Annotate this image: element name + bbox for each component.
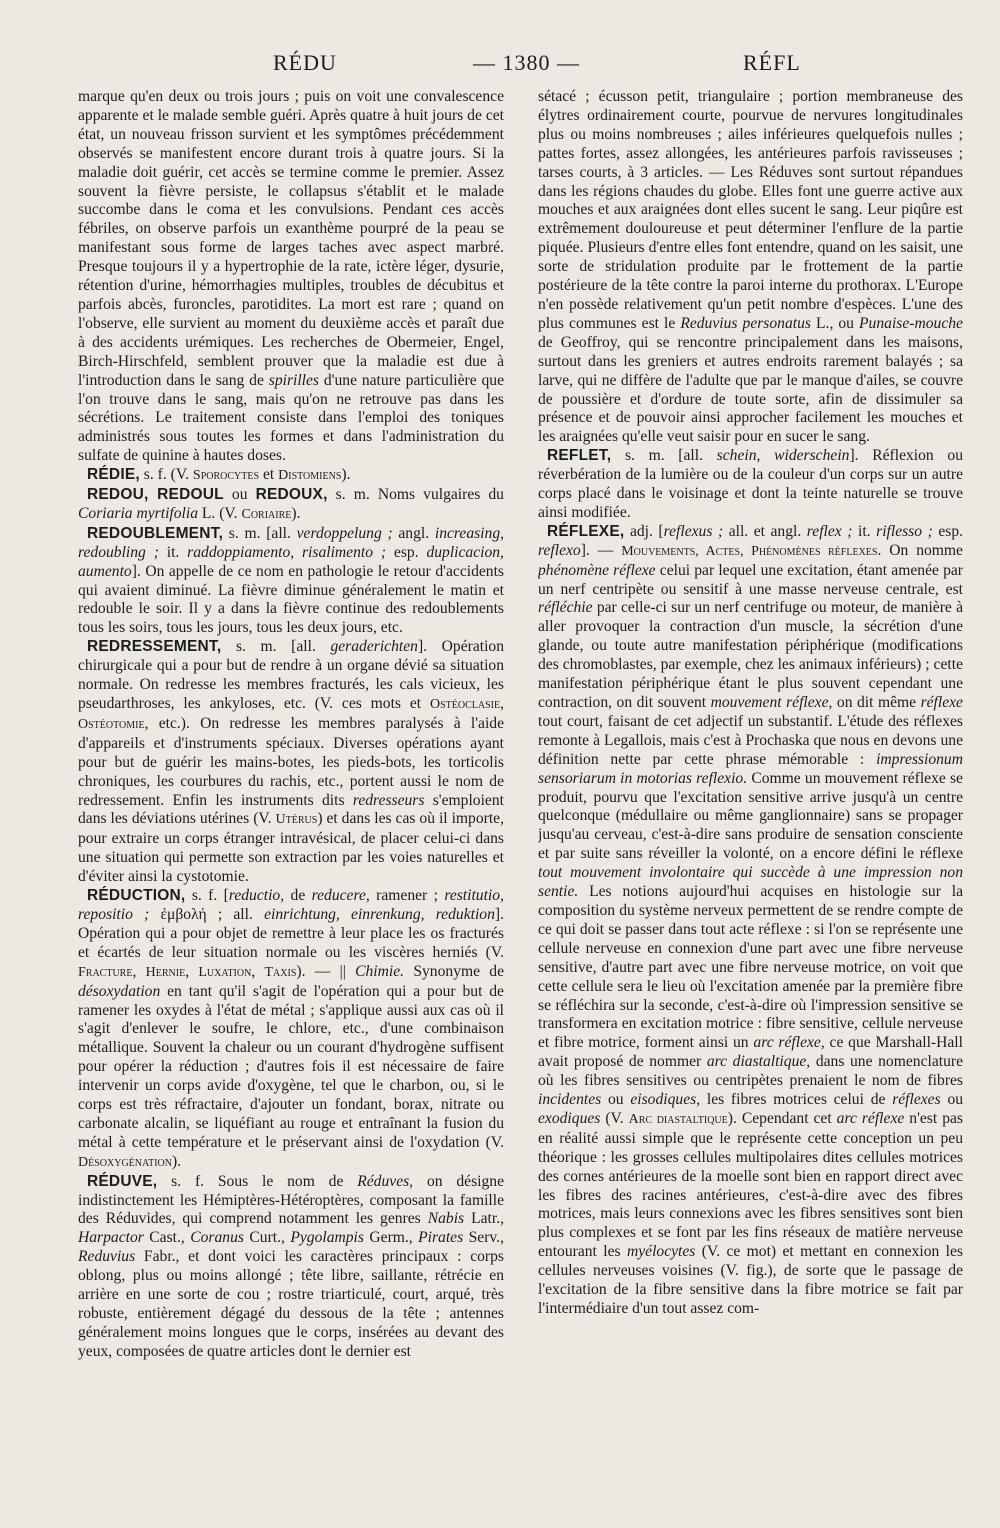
header-right-guideword: RÉFL — [743, 50, 801, 75]
headword-reflexe: RÉFLEXE, — [547, 522, 625, 540]
paragraph-continuation-reduve: sétacé ; écusson petit, triangulaire ; portion membraneuse des élytres ordinairement courte, pourvue de nervures longitudinales plus ou moins nombreuses ; ailes inférieures quelquefois nulles ; pattes fortes, assez allongées, les antérieures parfois ravisseuses ; tarses courts, à 3 articles. — Les Réduves sont surtout répandues dans les régions chaudes du globe. Elles font une guerre active aux mouches et aux araignées dont elles sucent le sang. Leur piqûre est extrêmement douloureuse et peut déterminer l'enflure de la partie piquée. Plusieurs d'entre elles font entendre, quand on les saisit, une sorte de stridulation produite par le frottement de la partie postérieure de la tête contre la paroi interne du prothorax. L'Europe n'en possède relativement qu'un petit nombre d'espèces. L'une des plus communes est le Reduvius personatus L., ou Punaise-mouche de Geoffroy, qui se rencontre principalement dans les maisons, surtout dans les greniers et autres endroits rarement balayés ; sa larve, qui ne diffère de l'adulte que par le manque d'ailes, se couvre de poussière et d'ordure de toute sorte, afin de dissimuler sa présence et de pouvoir ainsi approcher facilement les mouches et les araignées qu'elle veut saisir pour en sucer le sang. — [538, 88, 963, 446]
entry-reduction: RÉDUCTION, s. f. [reductio, de reducere, ramener ; restitutio, repositio ; ἐμβολή ; all. einrichtung, einrenkung, reduktion]. Opération qui a pour objet de remettre à leur place les os fracturés et écartés de leur situation normale ou les viscères herniés (V. Fracture, Hernie, Luxation, Taxis). — || Chimie. Synonyme de désoxydation en tant qu'il s'agit de l'opération qui a pour but de ramener les oxydes à l'état de métal ; s'applique aussi aux cas où il s'agit d'enlever le soufre, le chlore, etc., d'une combinaison métallique. Souvent la chaleur ou un courant d'hydrogène suffisent pour opérer la réduction ; d'autres fois il est nécessaire de faire intervenir un corps avide d'oxygène, tel que le charbon, ou, si le corps est très réfractaire, d'ajouter un fondant, borax, nitrate ou carbonate alcalin, se liquéfiant au rouge et entraînant la fusion du métal à cette température et le préservant ainsi de l'oxydation (V. Désoxygénation). — [78, 887, 504, 1170]
entry-reflexe: RÉFLEXE, adj. [reflexus ; all. et angl. reflex ; it. riflesso ; esp. reflexo]. — Mouvements, Actes, Phénomènes réflexes. On nomme phénomène réflexe celui par lequel une excitation, étant amenée par un nerf centripète ou sensitif à une masse nerveuse centrale, est réfléchie par celle-ci sur un nerf centrifuge ou moteur, de manière à aller provoquer la contraction d'un muscle, la sécrétion d'une glande, ou toute autre manifestation périphérique (modifications des chromoblastes, par exemple, chez les animaux inférieurs) ; cette manifestation périphérique étant le plus souvent cependant une contraction, on dit souvent mouvement réflexe, on dit même réflexe tout court, faisant de cet adjectif un substantif. L'étude des réflexes remonte à Legallois, mais c'est à Prochaska que nous en devons une définition nette par cette phrase mémorable : impressionum sensoriarum in motorias reflexio. Comme un mouvement réflexe se produit, pourvu que l'excitation sensitive arrive jusqu'à un centre quelconque (médullaire ou même ganglionnaire) sans se propager jusqu'au cerveau, c'est-à-dire sans produire de sensation consciente et par suite sans réveiller la volonté, on a encore défini le réflexe tout mouvement involontaire qui succède à une impression non sentie. Les notions aujourd'hui acquises en histologie sur la composition du système nerveux permettent de se rendre compte de ce qui doit se passer dans tout acte réflexe : si l'on se représente une cellule nerveuse en connexion d'une part avec une fibre nerveuse sensitive, d'autre part avec une fibre nerveuse motrice, on voit que cette cellule sera le lieu où l'excitation amenée par la première fibre se réfléchira sur la seconde, c'est-à-dire où l'impression sensitive se transformera en excitation motrice : fibre sensitive, cellule nerveuse et fibre motrice, forment ainsi un arc réflexe, ce que Marshall-Hall avait proposé de nommer arc diastaltique, dans une nomenclature où les fibres sensitives ou centripètes prenaient le nom de fibres incidentes ou eisodiques, les fibres motrices celui de réflexes ou exodiques (V. Arc diastaltique). Cependant cet arc réflexe n'est pas en réalité aussi simple que le représente cette conception un peu théorique : les grosses cellules multipolaires dites cellules motrices des cornes antérieures de la moelle sont bien en rapport direct avec les fibres des racines antérieures, c'est-à-dire avec des fibres motrices, mais leurs connexions avec les fibres sensitives sont bien plus complexes et se font par les fins réseaux de matière nerveuse entourant les myélocytes (V. ce mot) et mettant en connexion les cellules nerveuses voisines (V. fig.), de sorte que le passage de l'excitation de la fibre sensitive dans la fibre motrice se fait par l'intermédiaire d'un tout assez com- — [538, 522, 963, 1317]
entry-redou: REDOU, REDOUL ou REDOUX, s. m. Noms vulgaires du Coriaria myrtifolia L. (V. Coriaire). — [78, 486, 504, 522]
headword-redou: REDOU, REDOUL — [87, 486, 224, 504]
right-column — [538, 88, 963, 1468]
running-header — [78, 50, 944, 86]
headword-redie: RÉDIE, — [87, 466, 140, 484]
header-left-guideword: RÉDU — [273, 50, 337, 75]
paragraph-continuation: marque qu'en deux ou trois jours ; puis on voit une convalescence apparente et le malade semble guéri. Après quatre à huit jours de cet état, un nouveau frisson survient et les symptômes précédemment observés se manifestent encore durant trois à quatre jours. Si la maladie doit guérir, cet accès se termine comme le premier. Assez souvent la fièvre persiste, le collapsus s'établit et le malade succombe dans le coma et les convulsions. Pendant ces accès fébriles, on observe parfois un exanthème pourpré de la peau se manifestant sous forme de larges taches avec aspect marbré. Presque toujours il y a hypertrophie de la rate, ictère léger, dysurie, rétention d'urine, hémorrhagies multiples, troubles de décubitus et parfois abcès, furoncles, parotidites. La mort est rare ; quand on l'observe, elle survient au moment du deuxième accès et paraît due à des accidents urémiques. Les recherches de Obermeier, Engel, Birch-Hirschfeld, semblent prouver que la maladie est due à l'introduction dans le sang de spirilles d'une nature particulière que l'on trouve dans le sang, mais qu'on ne retrouve pas dans les sécrétions. Le traitement consiste dans l'emploi des toniques administrés sous toutes les formes et dans l'administration du sulfate de quinine à hautes doses. — [78, 88, 504, 465]
headword-redoublement: REDOUBLEMENT, — [87, 524, 224, 542]
headword-reduve: RÉDUVE, — [87, 1172, 158, 1190]
page-number: — 1380 — — [473, 50, 580, 75]
headword-reduction: RÉDUCTION, — [87, 887, 186, 905]
entry-reflet: REFLET, s. m. [all. schein, widerschein]. Réflexion ou réverbération de la lumière ou de la couleur d'un corps sur un autre corps placé dans le voisinage et dont la teinte naturelle se trouve ainsi modifiée. — [538, 447, 963, 521]
entry-redie: RÉDIE, s. f. (V. Sporocytes et Distomiens). — [87, 466, 351, 484]
headword-redressement: REDRESSEMENT, — [87, 638, 222, 656]
entry-reduve: RÉDUVE, s. f. Sous le nom de Réduves, on désigne indistinctement les Hémiptères-Hétéroptères, composant la famille des Réduvides, qui comprend notamment les genres Nabis Latr., Harpactor Cast., Coranus Curt., Pygolampis Germ., Pirates Serv., Reduvius Fabr., et dont voici les caractères principaux : corps oblong, plus ou moins allongé ; tête libre, saillante, rétrécie en arrière en une sorte de cou ; rostre triarticulé, court, arqué, très robuste, entièrement dégagé du dessous de la tête ; antennes généralement moins longues que le corps, insérées au devant des yeux, composées de quatre articles dont le dernier est — [78, 1172, 504, 1360]
headword-reflet: REFLET, — [547, 447, 612, 465]
left-column — [78, 88, 504, 1468]
entry-redoublement: REDOUBLEMENT, s. m. [all. verdoppelung ; angl. increasing, redoubling ; it. raddoppiamento, risalimento ; esp. duplicacion, aumento]. On appelle de ce nom en pathologie le retour d'accidents qui avaient diminué. La fièvre diminue généralement le matin et redouble le soir. Il y a dans la fièvre continue des redoublements tous les soirs, tous les jours, tous les deux jours, etc. — [78, 524, 504, 637]
entry-redressement: REDRESSEMENT, s. m. [all. geraderichten]. Opération chirurgicale qui a pour but de rendre à un organe dévié sa situation normale. On redresse les membres fracturés, les cals vicieux, les pseudarthroses, les ankyloses, etc. (V. ces mots et Ostéoclasie, Ostéotomie, etc.). On redresse les membres paralysés à l'aide d'appareils et d'instruments spéciaux. Diverses opérations ayant pour but de guérir les mains-botes, les pieds-bots, les torticolis chroniques, les courbures du rachis, etc., portent aussi le nom de redressement. Enfin les instruments dits redresseurs s'emploient dans les déviations utérines (V. Utérus) et dans les cas où il importe, pour extraire un corps étranger intravésical, de placer celui-ci dans une situation qui permette son extraction par les voies naturelles et d'éviter ainsi la cystotomie. — [78, 638, 504, 886]
